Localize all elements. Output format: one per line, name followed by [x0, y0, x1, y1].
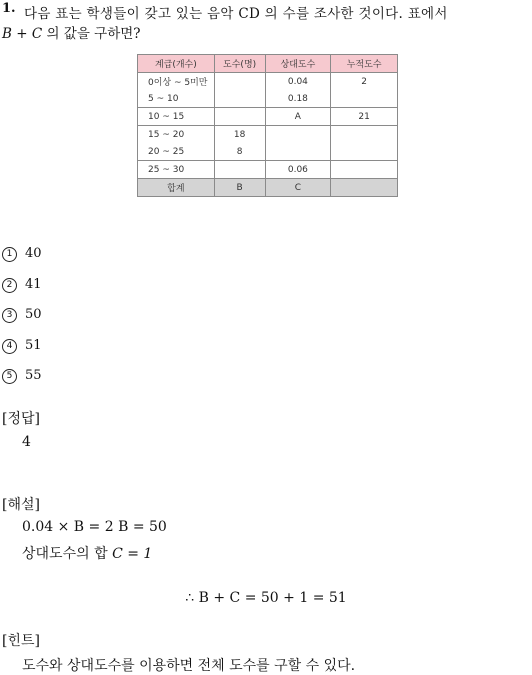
choice-value: 51: [25, 338, 42, 353]
choice-value: 41: [25, 277, 42, 292]
choice-value: 40: [25, 246, 42, 261]
header-frequency: 도수(명): [214, 55, 265, 73]
choice-marker: 1: [2, 247, 17, 262]
table-row: [138, 90, 398, 108]
hint-label: [힌트]: [2, 633, 40, 649]
choice-1[interactable]: [2, 246, 42, 262]
cell-class: 15 ~ 20: [138, 126, 215, 144]
cell-relative: 0.18: [265, 90, 331, 108]
cell-cumulative: 2: [331, 73, 398, 91]
cell-frequency: 8: [214, 143, 265, 161]
cell-cumulative: [331, 126, 398, 144]
question-text-line2: [2, 22, 141, 42]
cell-relative: [265, 143, 331, 161]
cell-class: 20 ~ 25: [138, 143, 215, 161]
solution-equation: ∴ B + C = 50 + 1 = 51: [185, 590, 347, 606]
choice-marker: 2: [2, 278, 17, 293]
question-math: B + C: [2, 26, 43, 42]
table-row: [138, 161, 398, 179]
frequency-table: [137, 54, 398, 197]
header-cumulative-frequency: 누적도수: [331, 55, 398, 73]
cell-cumulative: [331, 143, 398, 161]
hint-text: 도수와 상대도수를 이용하면 전체 도수를 구할 수 있다.: [22, 658, 356, 674]
question-text-tail: 의 값을 구하면?: [46, 26, 141, 42]
cell-frequency: [214, 108, 265, 126]
choice-5[interactable]: [2, 368, 42, 384]
cell-class: 5 ~ 10: [138, 90, 215, 108]
solution-line2-math: C = 1: [112, 546, 153, 562]
cell-class: 25 ~ 30: [138, 161, 215, 179]
question-number: 1.: [2, 1, 16, 16]
choice-2[interactable]: [2, 277, 42, 293]
cell-frequency: [214, 73, 265, 91]
answer-label: [정답]: [2, 411, 40, 427]
table-total-row: [138, 179, 398, 197]
cell-relative: 0.06: [265, 161, 331, 179]
table-row: [138, 73, 398, 91]
total-frequency: B: [214, 179, 265, 197]
cell-relative: 0.04: [265, 73, 331, 91]
solution-label: [해설]: [2, 497, 40, 513]
cell-relative: [265, 126, 331, 144]
solution-line2-text: 상대도수의 합: [22, 546, 108, 562]
choice-marker: 4: [2, 339, 17, 354]
table-row: [138, 143, 398, 161]
cell-frequency: [214, 161, 265, 179]
cell-cumulative: 21: [331, 108, 398, 126]
table-row: [138, 126, 398, 144]
cell-relative: A: [265, 108, 331, 126]
table-header-row: [138, 55, 398, 73]
cell-class: 0이상 ~ 5미만: [138, 73, 215, 91]
solution-line2: [22, 543, 152, 563]
cell-frequency: 18: [214, 126, 265, 144]
header-class: 계급(개수): [138, 55, 215, 73]
answer-value: 4: [22, 434, 31, 450]
cell-class: 10 ~ 15: [138, 108, 215, 126]
choice-marker: 5: [2, 369, 17, 384]
solution-line1: 0.04 × B = 2 B = 50: [22, 519, 167, 535]
table-row: [138, 108, 398, 126]
choice-4[interactable]: [2, 338, 42, 354]
cell-frequency: [214, 90, 265, 108]
total-relative: C: [265, 179, 331, 197]
choice-value: 50: [25, 307, 42, 322]
cell-cumulative: [331, 90, 398, 108]
total-cumulative: [331, 179, 398, 197]
total-label: 합계: [138, 179, 215, 197]
cell-cumulative: [331, 161, 398, 179]
choice-marker: 3: [2, 308, 17, 323]
choice-value: 55: [25, 368, 42, 383]
question-text-line1: 다음 표는 학생들이 갖고 있는 음악 CD 의 수를 조사한 것이다. 표에서: [24, 6, 448, 22]
header-relative-frequency: 상대도수: [265, 55, 331, 73]
choice-3[interactable]: [2, 307, 42, 323]
